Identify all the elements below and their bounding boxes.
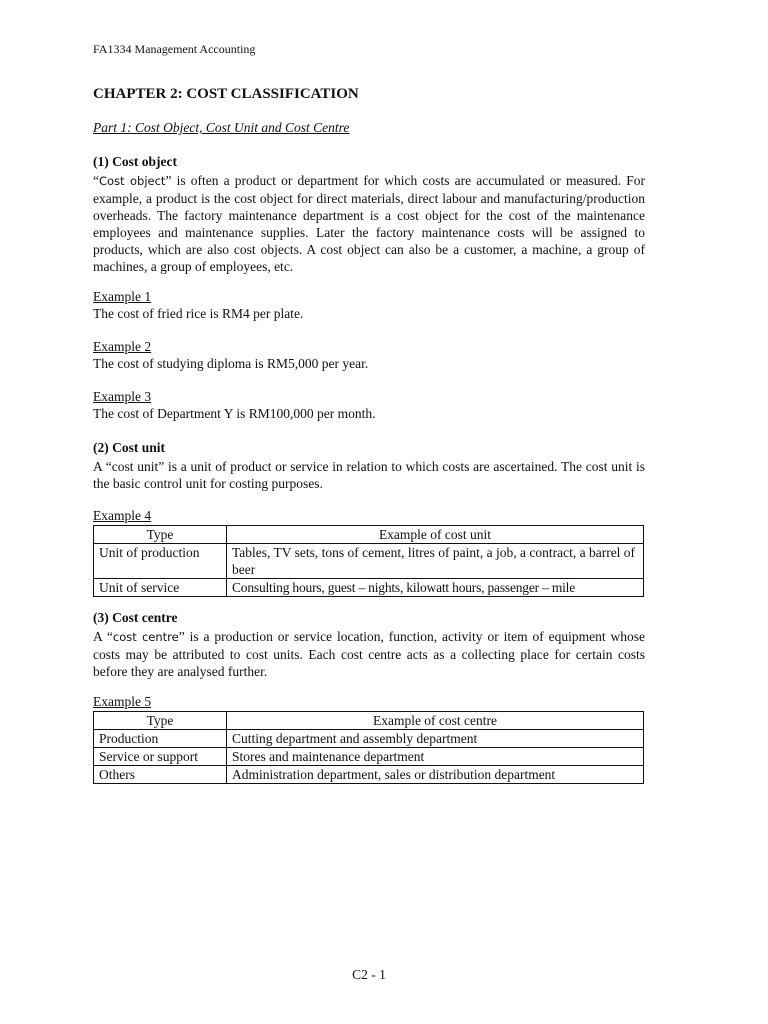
example-2-label: Example 2 (93, 339, 152, 354)
table-header-example: Example of cost unit (227, 526, 644, 544)
page-number: C2 - 1 (352, 967, 386, 982)
cost-centre-term: cost centre (112, 630, 179, 644)
table-header-example: Example of cost centre (227, 712, 644, 730)
table-cell: Production (94, 730, 227, 748)
cost-centre-table (93, 711, 644, 784)
table-row (94, 748, 644, 766)
example-1-text: The cost of fried rice is RM4 per plate. (93, 306, 304, 321)
table-cell: Administration department, sales or distribution department (227, 766, 644, 784)
cost-centre-paragraph (93, 628, 645, 680)
table-header-type: Type (94, 712, 227, 730)
example-3-label: Example 3 (93, 389, 152, 404)
cost-object-body: ” is often a product or department for which costs are accumulated or measured. For example, a product is the cost object for direct materials, direct labour and manufacturing/production overheads. The factory maintenance department is a cost object for the cost of the maintenance employees and maintenance supplies. Later the factory maintenance costs will be assigned to products, which are also cost objects. A cost object can also be a customer, a machine, a group of machines, a group of employees, etc. (93, 173, 645, 274)
part-title: Part 1: Cost Object, Cost Unit and Cost Centre (93, 120, 350, 135)
example-2-text: The cost of studying diploma is RM5,000 per year. (93, 356, 369, 371)
table-cell: Cutting department and assembly department (227, 730, 644, 748)
cost-centre-body: ” is a production or service location, function, activity or item of equipment whose costs may be attributed to cost units. Each cost centre acts as a collecting place for certain costs before they are analysed further. (93, 629, 646, 679)
running-header: FA1334 Management Accounting (93, 42, 256, 56)
table-header-type: Type (94, 526, 227, 544)
cost-object-paragraph (93, 172, 645, 275)
cost-unit-table (93, 525, 644, 597)
table-row (94, 766, 644, 784)
table-row (94, 579, 644, 597)
example-5-label: Example 5 (93, 694, 152, 709)
table-row (94, 730, 644, 748)
table-row (94, 544, 644, 579)
cost-centre-prefix: A “ (93, 629, 113, 644)
table-header-row (94, 526, 644, 544)
table-cell: Consulting hours, guest – nights, kilowatt hours, passenger – mile (227, 579, 644, 597)
section-heading-cost-object: (1) Cost object (93, 154, 177, 169)
cost-object-term: Cost object (99, 174, 166, 188)
table-cell: Tables, TV sets, tons of cement, litres of paint, a job, a contract, a barrel of beer (227, 544, 644, 579)
cost-unit-paragraph: A “cost unit” is a unit of product or service in relation to which costs are ascertained. The cost unit is the basic control unit for costing purposes. (93, 459, 645, 491)
chapter-title: CHAPTER 2: COST CLASSIFICATION (93, 86, 359, 102)
table-header-row (94, 712, 644, 730)
table-cell: Others (94, 766, 227, 784)
quote-mark: “ (93, 173, 99, 188)
section-heading-cost-unit: (2) Cost unit (93, 440, 166, 455)
table-cell: Unit of service (94, 579, 227, 597)
table-cell: Stores and maintenance department (227, 748, 644, 766)
table-cell: Service or support (94, 748, 227, 766)
table-cell: Unit of production (94, 544, 227, 579)
example-1-label: Example 1 (93, 289, 152, 304)
example-4-label: Example 4 (93, 508, 152, 523)
example-3-text: The cost of Department Y is RM100,000 per month. (93, 406, 376, 421)
section-heading-cost-centre: (3) Cost centre (93, 610, 178, 625)
